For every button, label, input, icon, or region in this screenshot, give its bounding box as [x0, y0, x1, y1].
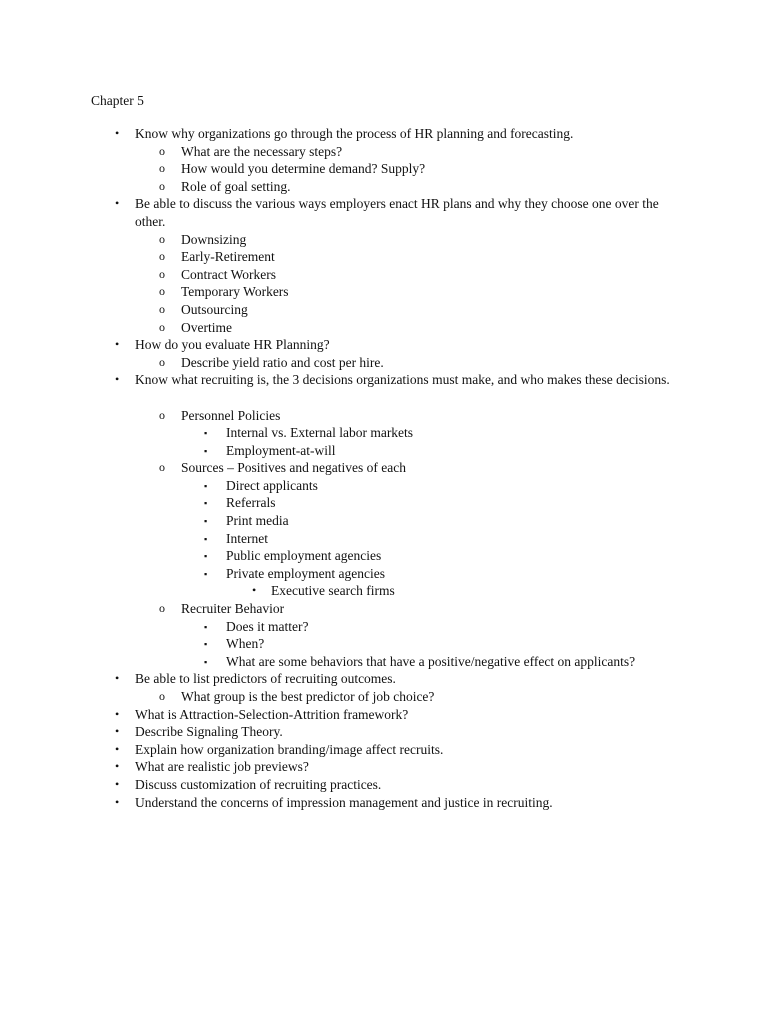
outline-item-text: What are the necessary steps? — [181, 143, 343, 159]
level-1-bullet-marker: • — [115, 776, 120, 791]
level-2-bullet-marker: o — [159, 178, 165, 193]
outline-item-level-2 — [0, 266, 768, 284]
outline-item-level-1 — [0, 758, 768, 776]
outline-item-text: What are realistic job previews? — [135, 759, 309, 775]
outline-item-text: What is Attraction-Selection-Attrition framework? — [135, 706, 409, 722]
outline-item-level-3 — [0, 530, 768, 548]
outline-item-text: Describe Signaling Theory. — [135, 724, 283, 740]
level-2-bullet-marker: o — [159, 601, 165, 616]
outline-item-level-2 — [0, 354, 768, 372]
outline-item-level-2 — [0, 301, 768, 319]
level-1-bullet-marker: • — [115, 794, 120, 809]
outline-item-text: Describe yield ratio and cost per hire. — [181, 354, 384, 370]
outline-item-text: Discuss customization of recruiting practices. — [135, 776, 382, 792]
level-1-bullet-marker: • — [115, 724, 120, 739]
outline-item-level-2 — [0, 143, 768, 161]
outline-item-level-2 — [0, 178, 768, 196]
outline-item-text: What group is the best predictor of job choice? — [181, 689, 435, 704]
level-2-bullet-marker: o — [159, 284, 165, 299]
level-1-bullet-marker: • — [115, 741, 120, 756]
outline-item-text: Print media — [226, 513, 289, 529]
level-1-bullet-marker: • — [115, 337, 120, 352]
level-1-bullet-marker: • — [115, 196, 120, 211]
outline-item-level-3 — [0, 618, 768, 636]
outline-item-text: Know what recruiting is, the 3 decisions organizations must make, and who makes these decisions. — [135, 372, 670, 388]
outline-item-text: Temporary Workers — [181, 284, 289, 300]
outline-item-text: When? — [226, 636, 265, 652]
outline-item-text: What are some behaviors that have a positive/negative effect on applicants? — [226, 653, 636, 669]
outline-item-text: Personnel Policies — [181, 407, 281, 423]
level-2-bullet-marker: o — [159, 407, 165, 422]
outline-item-text: Direct applicants — [226, 477, 318, 493]
level-1-bullet-marker: • — [115, 126, 120, 140]
level-2-bullet-marker: o — [159, 143, 165, 158]
outline-item-level-2 — [0, 248, 768, 266]
outline-item-level-2 — [0, 600, 768, 618]
outline-item-level-2 — [0, 283, 768, 301]
outline-item-text: Sources – Positives and negatives of each — [181, 460, 406, 476]
level-3-bullet-marker: ▪ — [204, 533, 208, 544]
level-3-bullet-marker: ▪ — [204, 568, 208, 579]
outline-item-level-1 — [0, 371, 768, 406]
level-3-bullet-marker: ▪ — [204, 445, 208, 456]
outline-item-level-3 — [0, 494, 768, 512]
outline-item-text: Executive search firms — [271, 583, 395, 599]
level-2-bullet-marker: o — [159, 689, 165, 703]
outline-item-text: Overtime — [181, 319, 232, 335]
level-3-bullet-marker: ▪ — [204, 480, 208, 491]
outline-item-text: Understand the concerns of impression management and justice in recruiting. — [135, 794, 553, 810]
outline-item-level-3 — [0, 653, 768, 671]
outline-item-level-3 — [0, 565, 768, 583]
outline-item-text: Public employment agencies — [226, 548, 382, 564]
level-1-bullet-marker: • — [115, 706, 120, 721]
outline-item-text: Outsourcing — [181, 301, 248, 317]
outline-item-text: Know why organizations go through the process of HR planning and forecasting. — [135, 126, 574, 141]
outline-item-level-2 — [0, 407, 768, 425]
outline-item-text: Be able to discuss the various ways employers enact HR plans and why they choose one over the other. — [135, 196, 659, 229]
level-2-bullet-marker: o — [159, 319, 165, 334]
level-2-bullet-marker: o — [159, 354, 165, 369]
outline-item-level-3 — [0, 635, 768, 653]
outline-item-level-3 — [0, 442, 768, 460]
level-2-bullet-marker: o — [159, 460, 165, 475]
level-2-bullet-marker: o — [159, 266, 165, 281]
outline-item-level-2 — [0, 231, 768, 249]
outline-item-text: Explain how organization branding/image affect recruits. — [135, 741, 444, 757]
outline-item-level-1 — [0, 723, 768, 741]
level-3-bullet-marker: ▪ — [204, 498, 208, 509]
level-4-bullet-marker: • — [252, 583, 257, 598]
level-2-bullet-marker: o — [159, 301, 165, 316]
outline-item-level-1 — [0, 670, 768, 688]
outline-item-text: Does it matter? — [226, 618, 309, 634]
level-3-bullet-marker: ▪ — [204, 551, 208, 562]
outline-item-text: Private employment agencies — [226, 565, 385, 581]
outline-item-level-1 — [0, 794, 768, 812]
outline-item-text: Contract Workers — [181, 266, 277, 282]
outline-item-level-3 — [0, 424, 768, 442]
outline-item-text: Role of goal setting. — [181, 178, 291, 194]
level-3-bullet-marker: ▪ — [204, 516, 208, 527]
level-3-bullet-marker: ▪ — [204, 428, 208, 439]
outline-item-level-3 — [0, 512, 768, 530]
outline-item-level-3 — [0, 547, 768, 565]
level-2-bullet-marker: o — [159, 161, 165, 176]
level-3-bullet-marker: ▪ — [204, 656, 208, 667]
outline-item-text: Internal vs. External labor markets — [226, 425, 414, 441]
outline-item-level-1 — [0, 195, 768, 230]
study-guide-outline — [0, 125, 768, 811]
level-1-bullet-marker: • — [115, 372, 120, 387]
outline-item-level-1 — [0, 336, 768, 354]
outline-item-text: Employment-at-will — [226, 442, 336, 458]
outline-item-text: Downsizing — [181, 231, 247, 247]
outline-item-level-1 — [0, 741, 768, 759]
outline-item-level-4 — [0, 582, 768, 600]
outline-item-level-2 — [0, 160, 768, 178]
outline-item-text: How would you determine demand? Supply? — [181, 161, 426, 177]
level-3-bullet-marker: ▪ — [204, 621, 208, 632]
outline-item-level-1 — [0, 776, 768, 794]
outline-item-text: Recruiter Behavior — [181, 601, 285, 617]
outline-item-level-1 — [0, 706, 768, 724]
outline-item-text: Be able to list predictors of recruiting outcomes. — [135, 671, 396, 687]
outline-item-text: Referrals — [226, 495, 276, 511]
chapter-title: Chapter 5 — [91, 93, 144, 108]
outline-item-level-2 — [0, 688, 768, 706]
level-2-bullet-marker: o — [159, 231, 165, 246]
outline-item-text: Early-Retirement — [181, 249, 275, 265]
outline-item-level-2 — [0, 319, 768, 337]
level-1-bullet-marker: • — [115, 671, 120, 686]
outline-item-level-3 — [0, 477, 768, 495]
outline-item-level-1 — [0, 125, 768, 143]
level-1-bullet-marker: • — [115, 759, 120, 774]
level-2-bullet-marker: o — [159, 249, 165, 264]
outline-item-text: How do you evaluate HR Planning? — [135, 337, 330, 353]
outline-item-text: Internet — [226, 530, 268, 546]
level-3-bullet-marker: ▪ — [204, 639, 208, 650]
outline-item-level-2 — [0, 459, 768, 477]
